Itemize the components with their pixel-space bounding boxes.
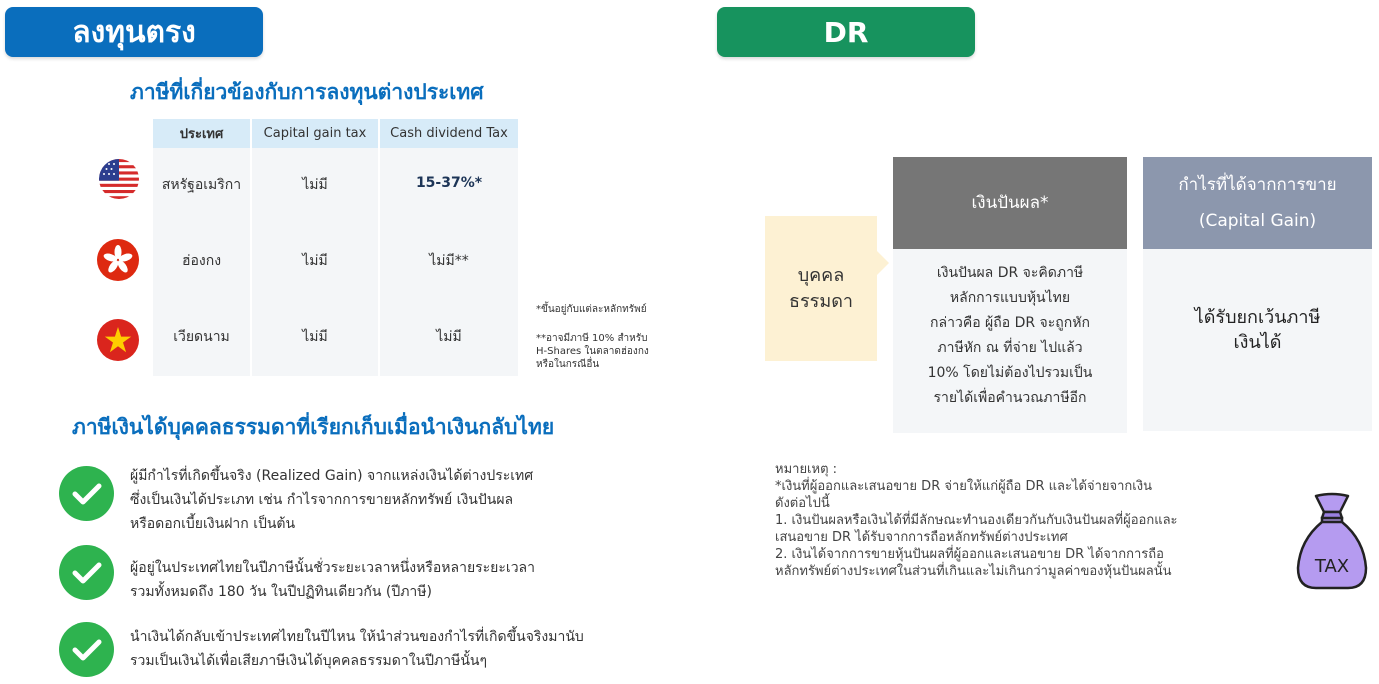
table-cell-country: เวียดนาม xyxy=(173,329,230,345)
capital-gain-header: กำไรที่ได้จากการขาย (Capital Gain) xyxy=(1143,157,1372,249)
table-footnote-2: **อาจมีภาษี 10% สำหรับ H-Shares ในตลาดฮ่องกง หรือในกรณีอื่น xyxy=(536,333,649,370)
table-cell-capital-gain: ไม่มี xyxy=(302,329,328,345)
tax-bag-icon xyxy=(1294,492,1370,592)
check-icon xyxy=(59,545,114,600)
dividend-header: เงินปันผล* xyxy=(893,157,1127,249)
foreign-tax-title: ภาษีที่เกี่ยวข้องกับการลงทุนต่างประเทศ xyxy=(130,80,484,104)
table-cell-country: สหรัฐอเมริกา xyxy=(161,177,242,193)
table-cell-dividend: ไม่มี** xyxy=(429,253,469,269)
tax-bag-label: TAX xyxy=(1314,556,1350,577)
check-icon xyxy=(59,622,114,677)
dr-label: DR xyxy=(823,15,869,49)
vietnam-flag-icon xyxy=(97,319,139,361)
direct-investment-badge xyxy=(5,7,263,57)
table-header-capital-gain: Capital gain tax xyxy=(252,119,378,148)
hong-kong-flag-icon xyxy=(97,239,139,281)
usa-flag-icon xyxy=(99,159,139,199)
table-cell-capital-gain: ไม่มี xyxy=(302,253,328,269)
direct-investment-label: ลงทุนตรง xyxy=(72,14,196,50)
capital-gain-body: ได้รับยกเว้นภาษี เงินได้ xyxy=(1143,249,1372,431)
table-cell-country: ฮ่องกง xyxy=(181,253,222,269)
callout-arrow xyxy=(877,251,889,275)
remark-note: หมายเหตุ : *เงินที่ผู้ออกและเสนอขาย DR จ่ายให้แก่ผู้ถือ DR และได้จ่ายจากเงิน ดังต่อไปนี้ 1. เงินปันผลหรือเงินได้ที่มีลักษณะทำนองเดียวกันกับเงินปันผลที่ผู้ออกและ เสนอขาย DR ได้รับจากการถือหลักทรัพย์ต่างประเทศ 2. เงินได้จากการขายหุ้นปันผลที่ผู้ออกและเสนอขาย DR ได้จากการถือ หลักทรัพย์ต่างประเทศในส่วนที่เกินและไม่เกินกว่ามูลค่าของหุ้นปันผลนั้น xyxy=(775,462,1178,579)
table-footnote-1: *ขึ้นอยู่กับแต่ละหลักทรัพย์ xyxy=(536,304,647,315)
individual-callout: บุคคล ธรรมดา xyxy=(765,216,877,361)
table-header-country: ประเทศ xyxy=(153,119,250,148)
check-icon xyxy=(59,466,114,521)
condition-text: ผู้มีกำไรที่เกิดขึ้นจริง (Realized Gain) จากแหล่งเงินได้ต่างประเทศ ซึ่งเป็นเงินได้ประเภท เช่น กำไรจากการขายหลักทรัพย์ เงินปันผล หรือดอกเบี้ยเงินฝาก เป็นต้น xyxy=(130,468,534,532)
condition-text: นำเงินได้กลับเข้าประเทศไทยในปีไหน ให้นำส่วนของกำไรที่เกิดขึ้นจริงมานับ รวมเป็นเงินได้เพื่อเสียภาษีเงินได้บุคคลธรรมดาในปีภาษีนั้นๆ xyxy=(130,629,584,669)
thai-income-tax-title: ภาษีเงินได้บุคคลธรรมดาที่เรียกเก็บเมื่อนำเงินกลับไทย xyxy=(72,415,555,439)
table-header-dividend: Cash dividend Tax xyxy=(380,119,518,148)
dr-badge xyxy=(717,7,975,57)
condition-text: ผู้อยู่ในประเทศไทยในปีภาษีนั้นชั่วระยะเวลาหนึ่งหรือหลายระยะเวลา รวมทั้งหมดถึง 180 วัน ในปีปฏิทินเดียวกัน (ปีภาษี) xyxy=(130,560,535,600)
dividend-body: เงินปันผล DR จะคิดภาษี หลักการแบบหุ้นไทย กล่าวคือ ผู้ถือ DR จะถูกหัก ภาษีหัก ณ ที่จ่าย ไปแล้ว 10% โดยไม่ต้องไปรวมเป็น รายได้เพื่อคำนวณภาษีอีก xyxy=(893,249,1127,433)
table-cell-dividend: ไม่มี xyxy=(436,329,462,345)
table-cell-dividend: 15-37%* xyxy=(415,175,483,191)
table-cell-capital-gain: ไม่มี xyxy=(302,177,328,193)
